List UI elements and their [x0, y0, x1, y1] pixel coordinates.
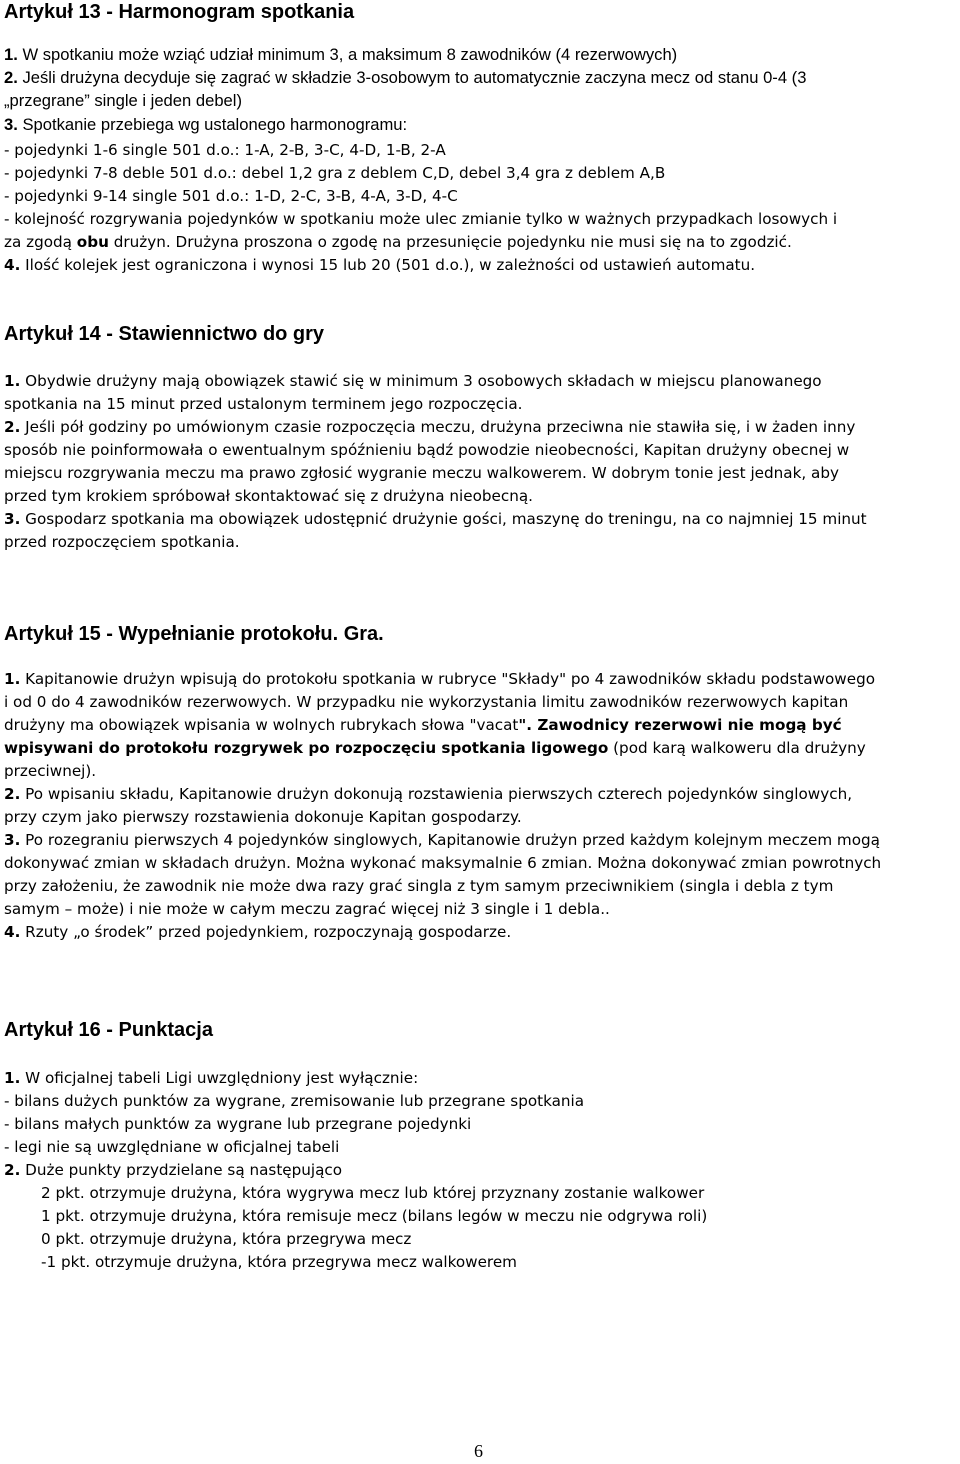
art15-point-3-text: Po rozegraniu pierwszych 4 pojedynków singlowych, Kapitanowie drużyn przed każdym kolejnym meczem mogą — [20, 831, 880, 849]
art15-point-3-cont-1: dokonywać zmian w składach drużyn. Można wykonać maksymalnie 6 zmian. Można dokonywać zmian powrotnych — [4, 854, 882, 872]
art14-point-3 — [4, 508, 867, 530]
art16-list-item-2: - bilans małych punktów za wygrane lub przegrane pojedynki — [4, 1115, 472, 1133]
art15-point-3-cont-2: przy założeniu, że zawodnik nie może dwa razy grać singla z tym samym przeciwnikiem (singla i debla z tym — [4, 877, 834, 895]
art13-point-2-text: Jeśli drużyna decyduje się zagrać w składzie 3-osobowym to automatycznie zaczyna mecz od stanu 0-4 (3 — [17, 68, 807, 87]
art15-point-3 — [4, 829, 880, 851]
art13-point-1 — [4, 44, 677, 66]
art14-point-2 — [4, 416, 855, 438]
art13-point-1-text: W spotkaniu może wziąć udział minimum 3, a maksimum 8 zawodników (4 rezerwowych) — [17, 45, 678, 64]
art15-point-4-number: 4. — [4, 923, 21, 941]
art15-point-1-text: Kapitanowie drużyn wpisują do protokołu spotkania w rubryce "Składy" po 4 zawodników składu podstawowego — [20, 670, 876, 688]
page-number: 6 — [474, 1441, 483, 1461]
art15-point-2-cont: przy czym jako pierwszy rozstawienia dokonuje Kapitan gospodarzy. — [4, 808, 522, 826]
art15-point-1-cont-2 — [4, 714, 842, 736]
art13-schedule-line-1: - pojedynki 1-6 single 501 d.o.: 1-A, 2-B, 3-C, 4-D, 1-B, 2-A — [4, 141, 446, 159]
art16-score-rule-4: -1 pkt. otrzymuje drużyna, która przegrywa mecz walkowerem — [41, 1253, 517, 1271]
art13-point-3-text: Spotkanie przebiega wg ustalonego harmonogramu: — [17, 115, 408, 134]
art13-point-4-text: Ilość kolejek jest ograniczona i wynosi 15 lub 20 (501 d.o.), w zależności od ustawień automatu. — [20, 256, 756, 274]
art15-point-1 — [4, 668, 875, 690]
art13-order-note-cont — [4, 231, 792, 253]
art14-point-2-cont-3: przed tym krokiem spróbował skontaktować się z drużyna nieobecną. — [4, 487, 533, 505]
art13-point-3-number: 3. — [4, 115, 18, 134]
art16-point-2-text: Duże punkty przydzielane są następująco — [20, 1161, 343, 1179]
article-15-heading: Artykuł 15 - Wypełnianie protokołu. Gra. — [4, 623, 384, 645]
art13-consent-end: drużyn. — [108, 233, 171, 251]
art15-reserve-rule-bold: ". Zawodnicy rezerwowi nie mogą być — [518, 716, 842, 734]
art13-postpone-note: Drużyna proszona o zgodę na przesunięcie pojedynku nie musi się na to zgodzić. — [175, 233, 792, 251]
art16-point-1-text: W oficjalnej tabeli Ligi uwzględniony jest wyłącznie: — [20, 1069, 419, 1087]
art14-point-1-number: 1. — [4, 372, 21, 390]
art14-point-1-cont: spotkania na 15 minut przed ustalonym terminem jego rozpoczęcia. — [4, 395, 523, 413]
art16-score-rule-1: 2 pkt. otrzymuje drużyna, która wygrywa mecz lub której przyznany zostanie walkower — [41, 1184, 705, 1202]
art15-point-1-number: 1. — [4, 670, 21, 688]
art15-point-1-cont-1: i od 0 do 4 zawodników rezerwowych. W przypadku nie wykorzystania limitu zawodników rezerwowych kapitan — [4, 693, 849, 711]
art16-point-2 — [4, 1159, 342, 1181]
art14-point-2-cont-2: miejscu rozgrywania meczu ma prawo zgłosić wygranie meczu walkowerem. W dobrym tonie jest jednak, aby — [4, 464, 839, 482]
art14-point-3-number: 3. — [4, 510, 21, 528]
art16-list-item-1: - bilans dużych punktów za wygrane, zremisowanie lub przegrane spotkania — [4, 1092, 585, 1110]
article-13-heading: Artykuł 13 - Harmonogram spotkania — [4, 1, 355, 23]
art15-point-1-cont-3 — [4, 737, 866, 759]
art14-point-2-number: 2. — [4, 418, 21, 436]
art16-list-item-3: - legi nie są uwzględniane w oficjalnej tabeli — [4, 1138, 340, 1156]
art13-point-1-number: 1. — [4, 45, 18, 64]
art14-point-3-cont: przed rozpoczęciem spotkania. — [4, 533, 240, 551]
art13-point-4-number: 4. — [4, 256, 21, 274]
art15-point-2-number: 2. — [4, 785, 21, 803]
art14-point-1-text: Obydwie drużyny mają obowiązek stawić się w minimum 3 osobowych składach w miejscu planowanego — [20, 372, 822, 390]
article-14-heading: Artykuł 14 - Stawiennictwo do gry — [4, 323, 325, 345]
art15-vacat-text: drużyny ma obowiązek wpisania w wolnych rubrykach słowa "vacat — [4, 716, 519, 734]
art15-penalty-text: (pod karą walkoweru dla drużyny — [608, 739, 866, 757]
article-16-heading: Artykuł 16 - Punktacja — [4, 1019, 213, 1041]
art16-point-1-number: 1. — [4, 1069, 21, 1087]
art13-point-4 — [4, 254, 755, 276]
art14-point-2-text: Jeśli pół godziny po umówionym czasie rozpoczęcia meczu, drużyna przeciwna nie stawiła się, i w żaden inny — [20, 418, 856, 436]
art14-point-1 — [4, 370, 822, 392]
art13-point-2-number: 2. — [4, 68, 18, 87]
art15-point-3-number: 3. — [4, 831, 21, 849]
art15-point-3-cont-3: samym – może) i nie może w całym meczu zagrać więcej niż 3 single i 1 debla.. — [4, 900, 610, 918]
art16-point-2-number: 2. — [4, 1161, 21, 1179]
art14-point-2-cont-1: sposób nie poinformowała o ewentualnym spóźnieniu bądź powodzie nieobecności, Kapitan drużyny obecnej w — [4, 441, 850, 459]
art16-score-rule-3: 0 pkt. otrzymuje drużyna, która przegrywa mecz — [41, 1230, 412, 1248]
art15-point-2-text: Po wpisaniu składu, Kapitanowie drużyn dokonują rozstawienia pierwszych czterech pojedynków singlowych, — [20, 785, 853, 803]
art14-point-3-text: Gospodarz spotkania ma obowiązek udostępnić drużynie gości, maszynę do treningu, na co najmniej 15 minut — [20, 510, 867, 528]
art16-point-1 — [4, 1067, 418, 1089]
art13-point-2-cont: „przegrane” single i jeden debel) — [4, 91, 242, 110]
art13-order-note: - kolejność rozgrywania pojedynków w spotkaniu może ulec zmianie tylko w ważnych przypadkach losowych i — [4, 210, 838, 228]
art13-point-2 — [4, 67, 806, 89]
art13-point-3 — [4, 114, 407, 136]
art15-point-4-text: Rzuty „o środek” przed pojedynkiem, rozpoczynają gospodarze. — [20, 923, 512, 941]
art13-consent-text: za zgodą — [4, 233, 77, 251]
art13-schedule-line-2: - pojedynki 7-8 deble 501 d.o.: debel 1,2 gra z deblem C,D, debel 3,4 gra z deblem A,B — [4, 164, 666, 182]
art15-point-4 — [4, 921, 511, 943]
art13-schedule-line-3: - pojedynki 9-14 single 501 d.o.: 1-D, 2-C, 3-B, 4-A, 3-D, 4-C — [4, 187, 458, 205]
art15-point-2 — [4, 783, 852, 805]
art15-reserve-rule-bold-cont: wpisywani do protokołu rozgrywek po rozpoczęciu spotkania ligowego — [4, 739, 609, 757]
art13-consent-bold: obu — [76, 233, 109, 251]
art15-point-1-cont-4: przeciwnej). — [4, 762, 97, 780]
art16-score-rule-2: 1 pkt. otrzymuje drużyna, która remisuje mecz (bilans legów w meczu nie odgrywa roli) — [41, 1207, 708, 1225]
